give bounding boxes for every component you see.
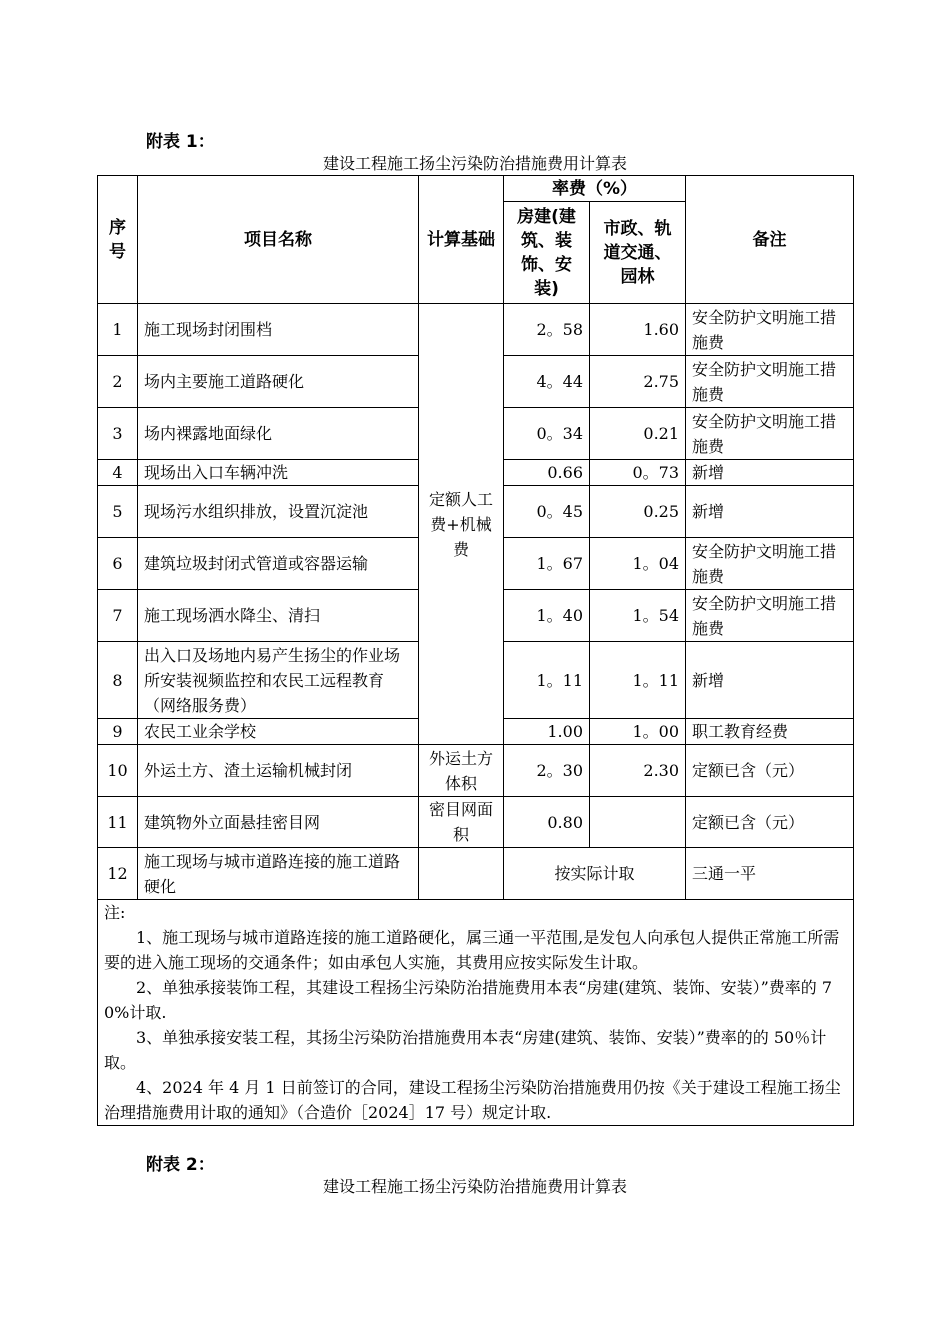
header-name: 项目名称 — [138, 176, 419, 304]
row-remark: 安全防护文明施工措施费 — [686, 356, 854, 408]
row-name: 农民工业余学校 — [138, 719, 419, 745]
row-municipal-rate: 0.25 — [590, 486, 686, 538]
row-municipal-rate: 1。11 — [590, 642, 686, 719]
row-basis — [419, 848, 504, 900]
header-seq: 序号 — [98, 176, 138, 304]
row-remark: 安全防护文明施工措施费 — [686, 590, 854, 642]
row-no: 4 — [98, 460, 138, 486]
row-remark: 新增 — [686, 486, 854, 538]
row-no: 10 — [98, 745, 138, 797]
row-building-rate: 0.80 — [504, 797, 590, 848]
table-row — [98, 848, 854, 900]
row-remark: 定额已含（元） — [686, 745, 854, 797]
header-rate: 率费（%） — [504, 176, 686, 202]
row-no: 3 — [98, 408, 138, 460]
row-name: 建筑物外立面悬挂密目网 — [138, 797, 419, 848]
notes-row — [98, 900, 854, 1126]
row-municipal-rate — [590, 797, 686, 848]
row-no: 11 — [98, 797, 138, 848]
row-name: 场内主要施工道路硬化 — [138, 356, 419, 408]
header-building: 房建(建筑、装饰、安装) — [504, 202, 590, 304]
row-name: 现场出入口车辆冲洗 — [138, 460, 419, 486]
notes-cell — [98, 900, 854, 1126]
row-name: 现场污水组织排放，设置沉淀池 — [138, 486, 419, 538]
row-building-rate: 1。11 — [504, 642, 590, 719]
table-row — [98, 304, 854, 356]
row-building-rate: 2。30 — [504, 745, 590, 797]
row-building-rate: 1。40 — [504, 590, 590, 642]
row-no: 9 — [98, 719, 138, 745]
row-municipal-rate: 1.60 — [590, 304, 686, 356]
row-no: 2 — [98, 356, 138, 408]
row-remark: 新增 — [686, 642, 854, 719]
row-municipal-rate: 1。00 — [590, 719, 686, 745]
row-rate-merged: 按实际计取 — [504, 848, 686, 900]
note-item: 4、2024 年 4 月 1 日前签订的合同，建设工程扬尘污染防治措施费用仍按《关于建设工程施工扬尘治理措施费用计取的通知》（合造价［2024］17 号）规定计取. — [104, 1078, 841, 1122]
row-name: 场内裸露地面绿化 — [138, 408, 419, 460]
row-municipal-rate: 1。04 — [590, 538, 686, 590]
header-basis: 计算基础 — [419, 176, 504, 304]
row-name: 施工现场封闭围档 — [138, 304, 419, 356]
row-no: 8 — [98, 642, 138, 719]
row-building-rate: 2。58 — [504, 304, 590, 356]
appendix-2-label: 附表 2： — [146, 1155, 215, 1175]
row-no: 12 — [98, 848, 138, 900]
header-municipal: 市政、轨道交通、园林 — [590, 202, 686, 304]
row-no: 6 — [98, 538, 138, 590]
note-item: 2、单独承接装饰工程，其建设工程扬尘污染防治措施费用本表“房建(建筑、装饰、安装）”费率的 70%计取. — [104, 978, 833, 1022]
notes-title: 注: — [104, 903, 126, 922]
row-name: 施工现场洒水降尘、清扫 — [138, 590, 419, 642]
row-building-rate: 0.66 — [504, 460, 590, 486]
row-no: 5 — [98, 486, 138, 538]
row-building-rate: 1。67 — [504, 538, 590, 590]
cost-table — [97, 175, 854, 1126]
row-municipal-rate: 2.75 — [590, 356, 686, 408]
row-no: 7 — [98, 590, 138, 642]
row-name: 建筑垃圾封闭式管道或容器运输 — [138, 538, 419, 590]
table-row — [98, 745, 854, 797]
row-building-rate: 1.00 — [504, 719, 590, 745]
row-municipal-rate: 2.30 — [590, 745, 686, 797]
row-remark: 三通一平 — [686, 848, 854, 900]
row-name: 出入口及场地内易产生扬尘的作业场所安装视频监控和农民工远程教育（网络服务费） — [138, 642, 419, 719]
table-title: 建设工程施工扬尘污染防治措施费用计算表 — [322, 154, 627, 173]
note-item: 1、施工现场与城市道路连接的施工道路硬化，属三通一平范围,是发包人向承包人提供正常施工所需要的进入施工现场的交通条件；如由承包人实施，其费用应按实际发生计取。 — [104, 928, 840, 972]
shared-basis-cell: 定额人工费+机械费 — [419, 304, 504, 745]
row-municipal-rate: 0.21 — [590, 408, 686, 460]
header-remark: 备注 — [686, 176, 854, 304]
row-remark: 定额已含（元） — [686, 797, 854, 848]
row-remark: 安全防护文明施工措施费 — [686, 408, 854, 460]
row-municipal-rate: 0。73 — [590, 460, 686, 486]
row-remark: 新增 — [686, 460, 854, 486]
row-building-rate: 4。44 — [504, 356, 590, 408]
row-basis: 密目网面积 — [419, 797, 504, 848]
row-municipal-rate: 1。54 — [590, 590, 686, 642]
row-remark: 职工教育经费 — [686, 719, 854, 745]
row-building-rate: 0。34 — [504, 408, 590, 460]
row-remark: 安全防护文明施工措施费 — [686, 304, 854, 356]
row-remark: 安全防护文明施工措施费 — [686, 538, 854, 590]
appendix-1-label: 附表 1： — [146, 132, 215, 152]
table-title-2: 建设工程施工扬尘污染防治措施费用计算表 — [322, 1177, 627, 1196]
row-basis: 外运土方体积 — [419, 745, 504, 797]
note-item: 3、单独承接安装工程，其扬尘污染防治措施费用本表“房建(建筑、装饰、安装）”费率的的 50％计取。 — [104, 1028, 827, 1072]
row-name: 施工现场与城市道路连接的施工道路硬化 — [138, 848, 419, 900]
row-name: 外运土方、渣土运输机械封闭 — [138, 745, 419, 797]
row-building-rate: 0。45 — [504, 486, 590, 538]
table-row — [98, 797, 854, 848]
row-no: 1 — [98, 304, 138, 356]
